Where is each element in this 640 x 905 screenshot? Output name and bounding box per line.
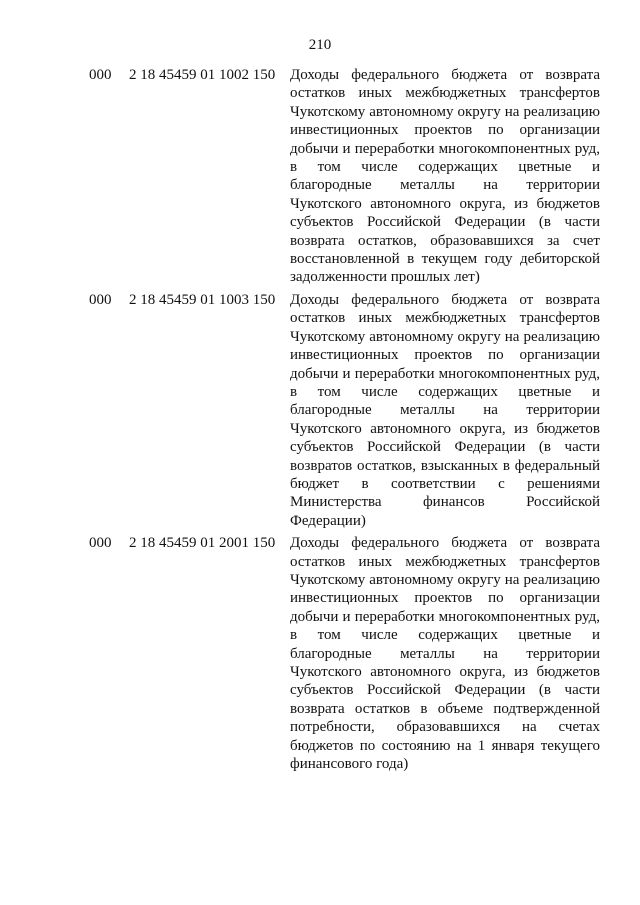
income-description: Доходы федерального бюджета от возврата остатков иных межбюджетных трансфертов Чукотскому автономному округу на реализацию инвестиционных проектов по организации добычи и переработки многокомпонентных руд, в том числе содержащих цветные и благородные металлы на территории Чукотского автономного округа, из бюджетов субъектов Российской Федерации (в части возвратов остатков, взысканных в федеральный бюджет в соответствии с решениями Министерства финансов Российской Федерации) bbox=[290, 291, 600, 529]
admin-code: 000 bbox=[89, 535, 112, 552]
income-description: Доходы федерального бюджета от возврата остатков иных межбюджетных трансфертов Чукотскому автономному округу на реализацию инвестиционных проектов по организации добычи и переработки многокомпонентных руд, в том числе содержащих цветные и благородные металлы на территории Чукотского автономного округа, из бюджетов субъектов Российской Федерации (в части возврата остатков в объеме подтвержденной потребности, образовавшихся на счетах бюджетов по состоянию на 1 января текущего финансового года) bbox=[290, 535, 600, 773]
kbk-code: 2 18 45459 01 2001 150 bbox=[129, 535, 276, 552]
list-item bbox=[0, 66, 640, 287]
list-item bbox=[0, 291, 640, 530]
admin-code: 000 bbox=[89, 67, 112, 83]
list-item bbox=[0, 534, 640, 773]
income-description: Доходы федерального бюджета от возврата остатков иных межбюджетных трансфертов Чукотскому автономному округу на реализацию инвестиционных проектов по организации добычи и переработки многокомпонентных руд, в том числе содержащих цветные и благородные металлы на территории Чукотского автономного округа, из бюджетов субъектов Российской Федерации (в части возврата остатков, образовавшихся за счет восстановленной в текущем году дебиторской задолженности прошлых лет) bbox=[290, 67, 600, 286]
kbk-code: 2 18 45459 01 1002 150 bbox=[129, 67, 276, 83]
page-number: 210 bbox=[308, 37, 332, 53]
kbk-code: 2 18 45459 01 1003 150 bbox=[129, 291, 276, 308]
admin-code: 000 bbox=[89, 291, 112, 308]
budget-classification-list bbox=[0, 66, 640, 777]
